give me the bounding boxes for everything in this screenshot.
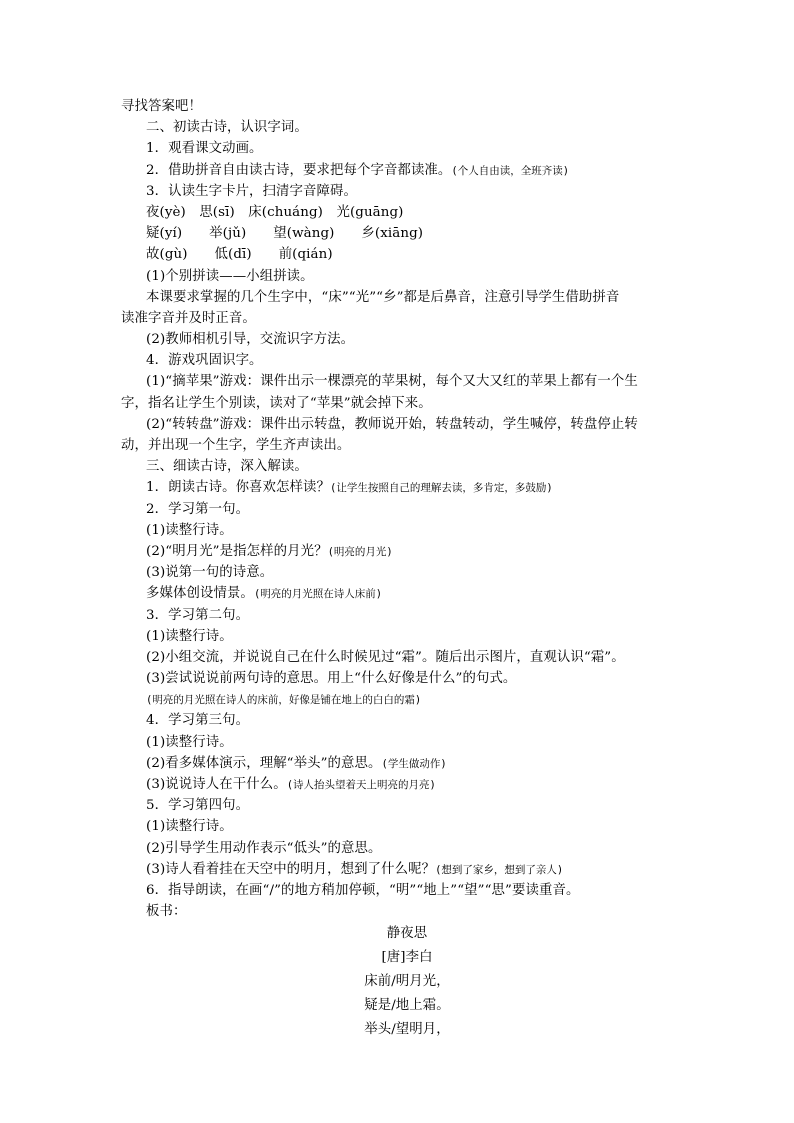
annotation: (想到了家乡，想到了亲人) bbox=[435, 863, 564, 876]
text-line: (1)读整行诗。 bbox=[146, 734, 233, 750]
text-line: (1)个别拼读——小组拼读。 bbox=[146, 268, 314, 284]
text-line: (3)说说诗人在干什么。(诗人抬头望着天上明亮的月亮) bbox=[146, 777, 436, 792]
text-line: 6．指导朗读，在画“/”的地方稍加停顿，“明”“地上”“望”“思”要读重音。 bbox=[146, 882, 580, 898]
section-heading: 二、初读古诗，认识字词。 bbox=[146, 120, 308, 136]
text-line: (2)教师相机引导，交流识字方法。 bbox=[146, 332, 355, 348]
poem-line: 举头/望明月， bbox=[364, 1022, 450, 1038]
text-line: (1)读整行诗。 bbox=[146, 628, 233, 644]
annotation: (明亮的月光照在诗人的床前，好像是铺在地上的白白的霜) bbox=[146, 694, 422, 707]
poem-author: [唐]李白 bbox=[381, 950, 433, 966]
pinyin-line: 故(gù) 低(dī) 前(qián) bbox=[146, 247, 333, 263]
text-line: (1)读整行诗。 bbox=[146, 819, 233, 835]
lesson-text bbox=[0, 96, 794, 1042]
text-line: 3．认读生字卡片，扫清字音障碍。 bbox=[146, 183, 357, 199]
text-line: 动，并出现一个生字，学生齐声读出。 bbox=[121, 438, 351, 453]
text-line: 4．学习第三句。 bbox=[146, 713, 250, 729]
poem-line: 床前/明月光， bbox=[364, 974, 450, 990]
annotation: (学生做动作) bbox=[381, 757, 447, 770]
text-line: 字，指名让学生个别读，读对了“苹果”就会掉下来。 bbox=[121, 395, 432, 411]
text-line: (3)尝试说说前两句诗的意思。用上“什么好像是什么”的句式。 bbox=[146, 671, 517, 687]
pinyin-line: 夜(yè) 思(sī) 床(chuáng) 光(guāng) bbox=[146, 204, 404, 220]
text-line: 4．游戏巩固识字。 bbox=[146, 353, 263, 369]
text-line: 2．学习第一句。 bbox=[146, 501, 250, 517]
text-line: 读准字音并及时正音。 bbox=[121, 310, 256, 326]
pinyin-line: 疑(yí) 举(jǔ) 望(wàng) 乡(xiāng) bbox=[146, 226, 424, 242]
annotation: (个人自由读，全班齐读) bbox=[451, 164, 570, 177]
text-line: (3)诗人看着挂在天空中的明月，想到了什么呢？(想到了家乡，想到了亲人) bbox=[146, 861, 564, 877]
blackboard-poem bbox=[0, 922, 794, 1042]
text-line: (2)“转转盘”游戏：课件出示转盘，教师说开始，转盘转动，学生喊停，转盘停止转 bbox=[146, 416, 638, 432]
text-line: 寻找答案吧！ bbox=[121, 99, 202, 114]
annotation: (明亮的月光) bbox=[327, 545, 393, 558]
text-line: (1)读整行诗。 bbox=[146, 522, 233, 538]
text-line: 5．学习第四句。 bbox=[146, 798, 250, 814]
annotation: (明亮的月光照在诗人床前) bbox=[253, 588, 383, 601]
text-line: 1．朗读古诗。你喜欢怎样读？(让学生按照自己的理解去读，多肯定，多鼓励) bbox=[146, 480, 553, 496]
text-line: 板书： bbox=[146, 904, 187, 920]
text-line: 本课要求掌握的几个生字中，“床”“光”“乡”都是后鼻音，注意引导学生借助拼音 bbox=[146, 289, 620, 305]
annotation: (诗人抬头望着天上明亮的月亮) bbox=[286, 779, 436, 791]
poem-line: 疑是/地上霜。 bbox=[364, 998, 450, 1014]
poem-title: 静夜思 bbox=[386, 926, 428, 942]
text-line: (2)看多媒体演示，理解“举头”的意思。(学生做动作) bbox=[146, 755, 447, 771]
text-line: 多媒体创设情景。(明亮的月光照在诗人床前) bbox=[146, 586, 383, 602]
text-line: 1．观看课文动画。 bbox=[146, 141, 263, 157]
text-line: 3．学习第二句。 bbox=[146, 607, 250, 623]
annotation: (让学生按照自己的理解去读，多肯定，多鼓励) bbox=[330, 482, 553, 495]
text-line: (3)说第一句的诗意。 bbox=[146, 565, 274, 581]
text-line: 2．借助拼音自由读古诗，要求把每个字音都读准。(个人自由读，全班齐读) bbox=[146, 162, 570, 178]
text-line: (1)“摘苹果”游戏：课件出示一棵漂亮的苹果树，每个又大又红的苹果上都有一个生 bbox=[146, 374, 638, 390]
section-heading: 三、细读古诗，深入解读。 bbox=[146, 459, 308, 475]
text-line: (2)小组交流，并说说自己在什么时候见过“霜”。随后出示图片，直观认识“霜”。 bbox=[146, 649, 625, 665]
annotation-line bbox=[0, 689, 794, 710]
text-line: (2)“明月光”是指怎样的月光？(明亮的月光) bbox=[146, 543, 393, 559]
text-line: (2)引导学生用动作表示“低头”的意思。 bbox=[146, 840, 382, 856]
